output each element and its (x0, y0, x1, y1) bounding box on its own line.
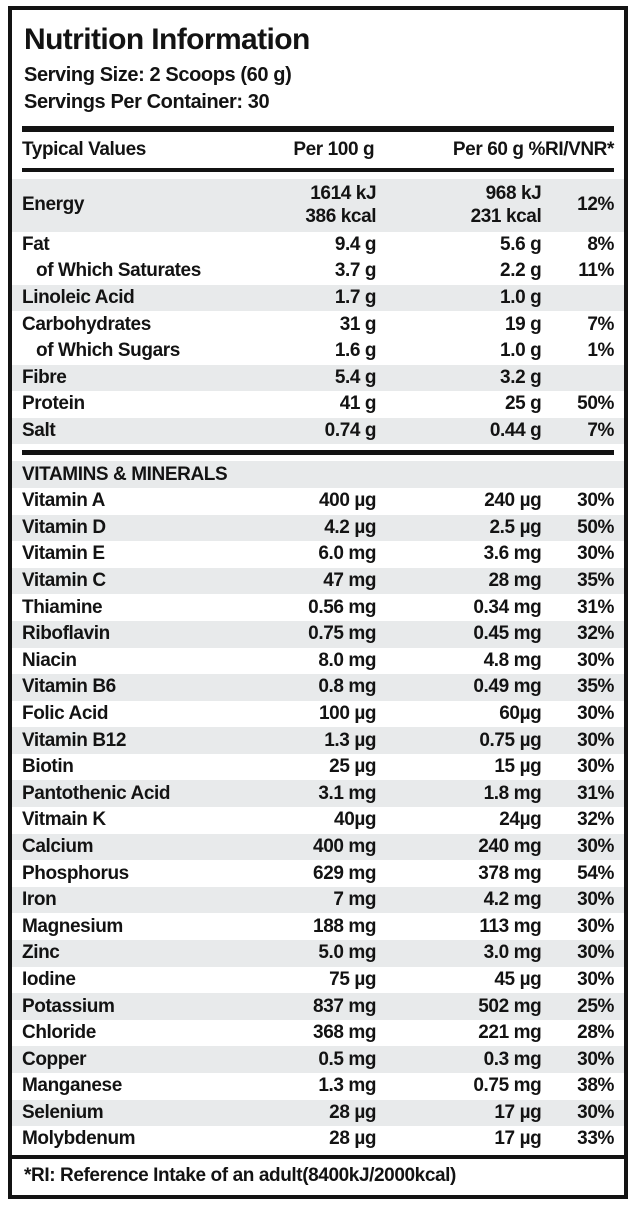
per-60g-value: 2.2 g (500, 260, 542, 282)
per-100g-value: 0.8 mg (318, 676, 377, 698)
nutrient-name: Biotin (22, 756, 74, 778)
per-100g-value: 1.6 g (334, 340, 377, 362)
nutrient-name: Potassium (22, 995, 115, 1017)
nutrient-name: Thiamine (22, 596, 103, 618)
nutrient-name: Selenium (22, 1101, 104, 1123)
per-100g-value: 25 µg (329, 756, 377, 778)
nutrient-name: Vitamin C (22, 570, 106, 592)
table-row (12, 338, 624, 365)
table-row (12, 967, 624, 994)
ri-percent-value: 30% (577, 835, 614, 857)
per-100g-value: 40µg (334, 809, 377, 831)
table-row (12, 621, 624, 648)
ri-percent-value: 30% (577, 968, 614, 990)
ri-percent-value: 30% (577, 889, 614, 911)
per-100g-value: 188 mg (313, 915, 377, 937)
ri-percent-value: 32% (577, 809, 614, 831)
nutrient-name: Molybdenum (22, 1128, 136, 1150)
per-100g-value: 5.0 mg (318, 942, 377, 964)
per-100g-value: 3.7 g (334, 260, 377, 282)
table-row (12, 780, 624, 807)
ri-percent-value: 12% (577, 194, 614, 216)
per-100g-value: 629 mg (313, 862, 377, 884)
table-row (12, 391, 624, 418)
column-header-per-60g-ri: Per 60 g %RI/VNR* (452, 139, 614, 160)
nutrient-name: Calcium (22, 835, 94, 857)
nutrient-name: Iron (22, 889, 57, 911)
table-row (12, 860, 624, 887)
label-intro (12, 10, 624, 126)
per-60g-value: 240 mg (478, 835, 542, 857)
per-100g-value: 41 g (339, 393, 377, 415)
nutrient-name: of Which Saturates (36, 260, 201, 282)
per-60g-value: 3.2 g (500, 366, 542, 388)
per-60g-value: 113 mg (479, 915, 542, 937)
ri-percent-value: 32% (577, 623, 614, 645)
servings-per-container-text: Servings Per Container: 30 (24, 91, 270, 113)
per-100g-value: 1.3 µg (324, 729, 377, 751)
nutrient-name: Vitamin E (22, 543, 105, 565)
per-60g-value: 24µg (499, 809, 542, 831)
per-60g-value: 0.75 mg (473, 1075, 542, 1097)
ri-percent-value: 31% (577, 782, 614, 804)
table-row (12, 727, 624, 754)
per-100g-value: 0.5 mg (318, 1048, 377, 1070)
nutrient-name: Iodine (22, 968, 76, 990)
per-100g-value: 7 mg (333, 889, 377, 911)
per-100g-value: 31 g (339, 313, 377, 335)
per-100g-value: 400 µg (318, 490, 377, 512)
table-row (12, 258, 624, 285)
per-60g-value: 378 mg (478, 862, 542, 884)
nutrient-name: Niacin (22, 649, 77, 671)
per-60g-value: 0.49 mg (473, 676, 542, 698)
per-100g-value: 1.7 g (334, 287, 377, 309)
ri-percent-value: 7% (587, 313, 614, 335)
per-60g-value: 0.44 g (489, 420, 542, 442)
table-row (12, 754, 624, 781)
nutrient-name: Phosphorus (22, 862, 129, 884)
per-100g-value: 837 mg (313, 995, 377, 1017)
per-60g-value: 1.8 mg (483, 782, 542, 804)
macronutrients-table (12, 179, 624, 444)
table-row (12, 418, 624, 445)
nutrient-name: Vitamin B6 (22, 676, 116, 698)
ri-percent-value: 30% (577, 915, 614, 937)
per-60g-value: 1.0 g (500, 340, 542, 362)
ri-percent-value: 30% (577, 702, 614, 724)
nutrient-name: Vitamin A (22, 490, 105, 512)
nutrient-name: Fibre (22, 366, 67, 388)
table-row (12, 940, 624, 967)
table-row (12, 1046, 624, 1073)
nutrient-name: Pantothenic Acid (22, 782, 171, 804)
per-60g-value: 0.75 µg (479, 729, 542, 751)
ri-percent-value: 30% (577, 1101, 614, 1123)
nutrient-name: Vitmain K (22, 809, 106, 831)
ri-percent-value: 1% (587, 340, 614, 362)
per-100g-value: 368 mg (313, 1022, 377, 1044)
ri-percent-value: 35% (577, 676, 614, 698)
nutrient-name: Copper (22, 1048, 87, 1070)
section-header-row (12, 461, 624, 488)
table-row (12, 541, 624, 568)
divider-thin-header (22, 168, 614, 172)
per-100g-value: 8.0 mg (318, 649, 377, 671)
per-60g-value: 3.0 mg (483, 942, 542, 964)
ri-percent-value: 38% (577, 1075, 614, 1097)
nutrient-name: Magnesium (22, 915, 123, 937)
nutrient-name: Fat (22, 233, 50, 255)
reference-intake-note: *RI: Reference Intake of an adult(8400kJ/2000kcal) (12, 1155, 624, 1195)
per-100g-value: 28 µg (329, 1128, 377, 1150)
table-row (12, 1100, 624, 1127)
ri-percent-value: 30% (577, 649, 614, 671)
table-row (12, 807, 624, 834)
per-60g-value: 0.45 mg (473, 623, 542, 645)
section-title: VITAMINS & MINERALS (22, 463, 228, 485)
ri-percent-value: 35% (577, 570, 614, 592)
table-row (12, 311, 624, 338)
ri-percent-value: 30% (577, 729, 614, 751)
per-100g-value: 6.0 mg (318, 543, 377, 565)
per-60g-value: 968 kJ 231 kcal (470, 183, 542, 228)
table-row (12, 674, 624, 701)
per-60g-value: 1.0 g (500, 287, 542, 309)
per-60g-value: 17 µg (494, 1101, 542, 1123)
table-row (12, 913, 624, 940)
per-100g-value: 0.74 g (324, 420, 377, 442)
per-60g-value: 17 µg (494, 1128, 542, 1150)
ri-percent-value: 30% (577, 543, 614, 565)
ri-percent-value: 30% (577, 490, 614, 512)
table-row (12, 1073, 624, 1100)
nutrition-label-panel (8, 6, 628, 1199)
per-100g-value: 0.56 mg (308, 596, 377, 618)
per-100g-value: 5.4 g (334, 366, 377, 388)
per-100g-value: 47 mg (323, 570, 377, 592)
page-title: Nutrition Information (24, 23, 310, 56)
per-100g-value: 1.3 mg (318, 1075, 377, 1097)
table-row (12, 365, 624, 392)
per-60g-value: 60µg (499, 702, 542, 724)
ri-percent-value: 28% (577, 1022, 614, 1044)
nutrient-name: Manganese (22, 1075, 122, 1097)
per-60g-value: 240 µg (484, 490, 542, 512)
ri-percent-value: 33% (577, 1128, 614, 1150)
ri-percent-value (541, 365, 624, 392)
table-row (12, 887, 624, 914)
table-row (12, 285, 624, 312)
per-100g-value: 9.4 g (334, 233, 377, 255)
ri-percent-value: 25% (577, 995, 614, 1017)
per-60g-value: 15 µg (494, 756, 542, 778)
per-100g-value: 100 µg (318, 702, 377, 724)
per-60g-value: 3.6 mg (483, 543, 542, 565)
per-60g-value: 0.34 mg (473, 596, 542, 618)
table-row (12, 488, 624, 515)
serving-size-text: Serving Size: 2 Scoops (60 g) (24, 64, 292, 86)
ri-percent-value: 30% (577, 942, 614, 964)
per-60g-value: 0.3 mg (483, 1048, 542, 1070)
table-row (12, 515, 624, 542)
ri-percent-value: 54% (577, 862, 614, 884)
per-100g-value: 3.1 mg (318, 782, 377, 804)
per-60g-value: 45 µg (494, 968, 542, 990)
ri-percent-value: 30% (577, 1048, 614, 1070)
per-60g-value: 19 g (504, 313, 542, 335)
ri-percent-value (541, 285, 624, 312)
nutrient-name: Linoleic Acid (22, 287, 135, 309)
table-row (12, 1020, 624, 1047)
table-row (12, 993, 624, 1020)
nutrient-name: Carbohydrates (22, 313, 151, 335)
table-header-row (12, 132, 624, 168)
per-100g-value: 400 mg (313, 835, 377, 857)
per-60g-value: 28 mg (488, 570, 542, 592)
per-100g-value: 0.75 mg (308, 623, 377, 645)
table-row (12, 701, 624, 728)
ri-percent-value: 7% (587, 420, 614, 442)
nutrient-name: Riboflavin (22, 623, 110, 645)
divider-section (22, 450, 614, 455)
ri-percent-value: 50% (577, 516, 614, 538)
table-row (12, 568, 624, 595)
per-60g-value: 5.6 g (500, 233, 542, 255)
per-100g-value: 1614 kJ 386 kcal (305, 183, 377, 228)
table-row (12, 594, 624, 621)
per-100g-value: 28 µg (329, 1101, 377, 1123)
nutrient-name: Vitamin D (22, 516, 106, 538)
nutrient-name: Salt (22, 420, 56, 442)
nutrient-name: of Which Sugars (36, 340, 180, 362)
table-row (12, 834, 624, 861)
ri-percent-value: 31% (577, 596, 614, 618)
nutrient-name: Energy (22, 194, 85, 216)
ri-percent-value: 50% (577, 393, 614, 415)
per-100g-value: 4.2 µg (324, 516, 377, 538)
nutrient-name: Folic Acid (22, 702, 109, 724)
vitamins-minerals-table (12, 461, 624, 1152)
nutrient-name: Protein (22, 393, 85, 415)
ri-percent-value: 11% (578, 260, 614, 282)
per-100g-value: 75 µg (329, 968, 377, 990)
per-60g-value: 2.5 µg (489, 516, 542, 538)
table-row (12, 232, 624, 259)
per-60g-value: 221 mg (478, 1022, 542, 1044)
nutrient-name: Chloride (22, 1022, 96, 1044)
per-60g-value: 25 g (504, 393, 542, 415)
ri-percent-value: 8% (587, 233, 614, 255)
table-row (12, 648, 624, 675)
ri-percent-value: 30% (577, 756, 614, 778)
per-60g-value: 4.2 mg (483, 889, 542, 911)
per-60g-value: 502 mg (478, 995, 542, 1017)
per-60g-value: 4.8 mg (483, 649, 542, 671)
column-header-typical-values: Typical Values (22, 139, 146, 160)
nutrient-name: Zinc (22, 942, 60, 964)
column-header-per-100g: Per 100 g (293, 139, 375, 160)
nutrient-name: Vitamin B12 (22, 729, 127, 751)
table-row (12, 1126, 624, 1153)
table-row (12, 179, 624, 232)
